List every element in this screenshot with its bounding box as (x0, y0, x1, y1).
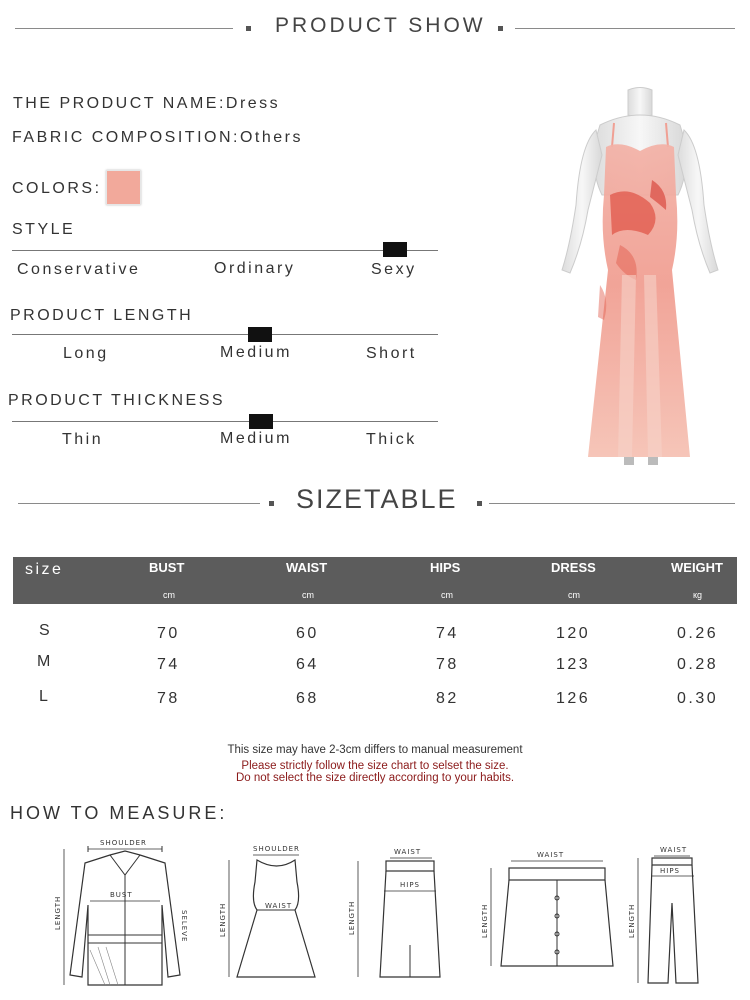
cell-hips: 78 (436, 656, 459, 673)
header-dot-left (246, 26, 251, 31)
style-label-conservative: Conservative (17, 261, 141, 278)
style-title: STYLE (12, 221, 76, 238)
cell-bust: 70 (157, 625, 180, 642)
row-size: M (37, 653, 53, 670)
colors-label: COLORS: (12, 180, 102, 197)
sizetable-title: SIZETABLE (296, 484, 458, 514)
row-size: L (39, 688, 51, 705)
length-scale-line (12, 334, 438, 335)
th-weight-unit: кg (693, 590, 702, 600)
th-waist-unit: cm (302, 590, 314, 600)
th-bust: BUST (149, 560, 185, 575)
skirt-diagram (342, 845, 452, 985)
length-label-medium: Medium (220, 344, 292, 361)
th-size: size (25, 561, 64, 578)
label-waist: WAIST (394, 848, 422, 856)
cell-dress: 123 (556, 656, 591, 673)
cell-hips: 82 (436, 690, 459, 707)
length-title: PRODUCT LENGTH (10, 307, 194, 324)
product-photo (540, 85, 740, 470)
product-name: THE PRODUCT NAME:Dress (13, 95, 281, 112)
label-waist: WAIST (537, 851, 565, 859)
label-length: LENGTH (54, 895, 62, 930)
note-follow-chart: Please strictly follow the size chart to selset the size. (241, 760, 509, 772)
color-swatch[interactable] (106, 170, 141, 205)
sizetable-dot-left (269, 501, 274, 506)
note-habits: Do not select the size directly according to your habits. (235, 772, 515, 784)
thickness-label-thin: Thin (62, 431, 104, 448)
cell-hips: 74 (436, 625, 459, 642)
header-line-left (15, 28, 233, 29)
label-length: LENGTH (628, 903, 636, 938)
style-marker (383, 242, 407, 257)
fabric-composition: FABRIC COMPOSITION:Others (12, 129, 303, 146)
th-weight: WEIGHT (671, 560, 723, 575)
label-bust: BUST (110, 891, 133, 899)
cell-bust: 78 (157, 690, 180, 707)
cell-waist: 64 (296, 656, 319, 673)
th-dress: DRESS (551, 560, 596, 575)
size-table-header (13, 557, 737, 604)
th-hips: HIPS (430, 560, 461, 575)
thickness-label-medium: Medium (220, 430, 292, 447)
thickness-scale-line (12, 421, 438, 422)
label-waist: WAIST (660, 846, 688, 854)
sizetable-line-right (489, 503, 735, 504)
cell-weight: 0.28 (677, 656, 719, 673)
cell-weight: 0.26 (677, 625, 719, 642)
note-measurement: This size may have 2-3cm differs to manual measurement (227, 744, 523, 756)
label-shoulder: SHOULDER (100, 839, 147, 847)
cell-waist: 68 (296, 690, 319, 707)
label-length: LENGTH (219, 902, 227, 937)
length-label-short: Short (366, 345, 417, 362)
label-hips: HIPS (660, 867, 680, 875)
th-dress-unit: cm (568, 590, 580, 600)
how-to-measure-title: HOW TO MEASURE: (10, 803, 228, 823)
label-length: LENGTH (481, 903, 489, 938)
th-hips-unit: cm (441, 590, 453, 600)
style-scale-line (12, 250, 438, 251)
th-waist: WAIST (286, 560, 328, 575)
cell-weight: 0.30 (677, 690, 719, 707)
trousers-diagram (622, 843, 722, 993)
label-hips: HIPS (400, 881, 420, 889)
row-size: S (39, 622, 53, 639)
label-selelve: SELEVE (180, 910, 188, 943)
th-bust-unit: cm (163, 590, 175, 600)
style-label-ordinary: Ordinary (214, 260, 296, 277)
dress-diagram (215, 842, 320, 992)
header-dot-right (498, 26, 503, 31)
length-label-long: Long (63, 345, 109, 362)
cell-waist: 60 (296, 625, 319, 642)
shorts-diagram (475, 848, 615, 973)
thickness-title: PRODUCT THICKNESS (8, 392, 226, 409)
thickness-marker (249, 414, 273, 429)
cell-dress: 126 (556, 690, 591, 707)
cell-bust: 74 (157, 656, 180, 673)
label-shoulder: SHOULDER (253, 845, 300, 853)
label-length: LENGTH (348, 900, 356, 935)
sizetable-line-left (18, 503, 260, 504)
page-title: PRODUCT SHOW (275, 14, 486, 37)
jacket-diagram (50, 835, 200, 995)
cell-dress: 120 (556, 625, 591, 642)
thickness-label-thick: Thick (366, 431, 417, 448)
header-line-right (515, 28, 735, 29)
label-waist: WAIST (265, 902, 293, 910)
length-marker (248, 327, 272, 342)
sizetable-dot-right (477, 501, 482, 506)
style-label-sexy: Sexy (371, 261, 417, 278)
